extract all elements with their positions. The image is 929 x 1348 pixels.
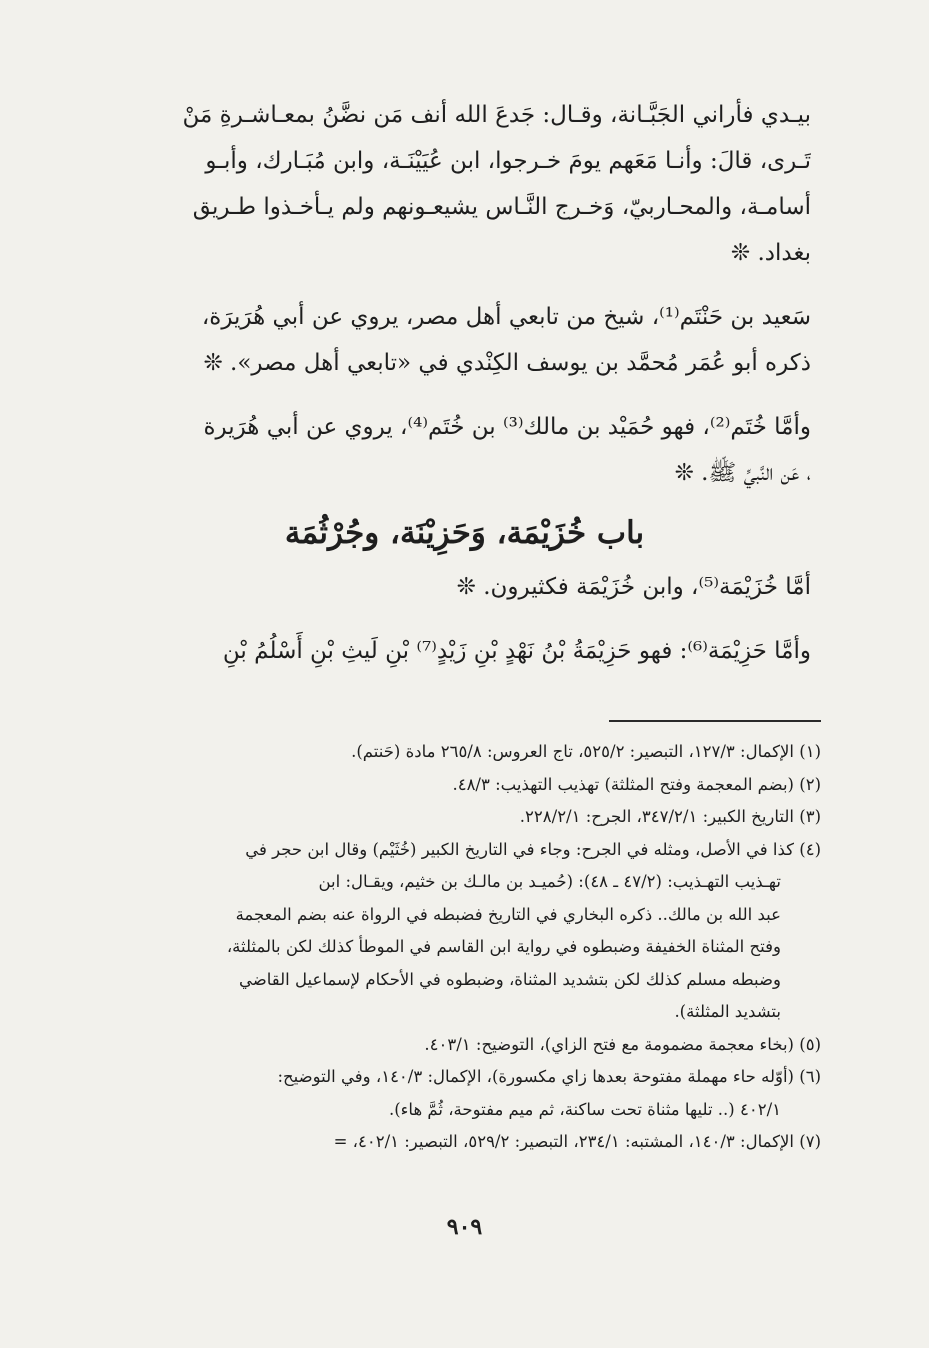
text-line: ذكره أبو عُمَر مُحمَّد بن يوسف الكِنْدي في «تابعي أهل مصر». ❊ — [203, 350, 811, 376]
footnote-line: (٢) (بضم المعجمة وفتح المثلثة) تهذيب التهذيب: ٤٨/٣. — [452, 774, 821, 794]
footnote-line: (١) الإكمال: ١٢٧/٣، التبصير: ٥٢٥/٢، تاج العروس: ٢٦٥/٨ مادة (حَنتم). — [351, 742, 821, 761]
text-line: أمَّا خُزَيْمَة⁽⁵⁾، وابن خُزَيْمَة فكثيرون. ❊ — [456, 574, 811, 600]
footnote-line: (٧) الإكمال: ١٤٠/٣، المشتبه: ٢٣٤/١، التبصير: ٥٢٩/٢، التبصير: ٤٠٢/١، = — [333, 1132, 821, 1151]
page-number: ٩٠٩ — [446, 1214, 483, 1240]
footnote-line: وضبطه مسلم كذلك لكن بتشديد المثناة، وضبطوه في الأحكام لإسماعيل القاضي — [239, 969, 781, 989]
footnote-line: ٤٠٢/١ (.. تليها مثناة تحت ساكنة، ثم ميم مفتوحة، ثُمَّ هاء). — [388, 1099, 781, 1119]
section-heading: باب خُزَيْمَة، وَحَزِيْنَة، وجُرْثُمَة — [284, 515, 645, 551]
footnote-line: بتشديد المثلثة). — [674, 1002, 781, 1021]
text-line: سَعيد بن حَنْتَم⁽¹⁾، شيخ من تابعي أهل مصر، يروي عن أبي هُرَيرَة، — [201, 304, 811, 330]
text-line: وأمَّا خُتَم⁽²⁾، فهو حُمَيْد بن مالك⁽³⁾ بن خُتَم⁽⁴⁾، يروي عن أبي هُرَيرة — [203, 414, 811, 440]
footnote-line: (٥) (بخاء معجمة مضمومة مع فتح الزاي)، التوضيح: ٤٠٣/١. — [424, 1034, 821, 1054]
text-line: ، عَن النَّبيِّ ﷺ. ❊ — [674, 460, 811, 486]
footnote-line: (٣) التاريخ الكبير: ٣٤٧/٢/١، الجرح: ٢٢٨/٢/١. — [519, 807, 821, 826]
footnote-line: عبد الله بن مالك.. ذكره البخاري في التاريخ فضبطه في الرواة عنه بضم المعجمة — [235, 904, 781, 924]
footnote-separator — [609, 720, 821, 722]
paragraph-2 — [118, 294, 811, 386]
footnote-line: (٦) (أوّله حاء مهملة مفتوحة بعدها زاي مكسورة)، الإكمال: ١٤٠/٣، وفي التوضيح: — [277, 1067, 821, 1086]
paragraph-3 — [118, 404, 811, 496]
paragraph-5 — [118, 628, 811, 674]
text-line: بغداد. ❊ — [730, 240, 811, 266]
paragraph-4 — [118, 564, 811, 610]
text-line: أسامـة، والمحـاربيّ، وَخـرج النَّـاس يشيعـونهم ولم يـأخـذوا طـريق — [192, 194, 811, 220]
text-line: تَـرى، قالَ: وأنـا مَعَهم يومَ خـرجوا، ابن عُيَيْنَـة، وابن مُبَـارك، وأبـو — [205, 148, 811, 174]
footnote-line: تهـذيب التهـذيب: (٤٧/٢ ـ ٤٨): (حُميـد بن مالـك بن خثيم، ويقـال: ابن — [318, 872, 781, 891]
text-line: بيـدي فأراني الجَبَّـانة، وقـال: جَدعَ الله أنف مَن نضَّنُ بمعـاشـرةِ مَنْ — [182, 102, 811, 128]
main-text — [118, 92, 811, 674]
footnote-line: وفتح المثناة الخفيفة وضبطوه في رواية ابن القاسم في الموطأ كذلك لكن بالمثلثة، — [226, 937, 781, 956]
footnotes — [118, 736, 821, 1159]
text-line: وأمَّا حَزِيْمَة⁽⁶⁾: فهو حَزِيْمَةُ بْنُ نَهْدٍ بْنِ زَيْدٍ⁽⁷⁾ بْنِ لَيثِ بْنِ أَسْلُمُ بْنِ — [222, 638, 811, 664]
paragraph-1 — [118, 92, 811, 276]
footnote-line: (٤) كذا في الأصل، ومثله في الجرح: وجاء في التاريخ الكبير (خُثَيْم) وقال ابن حجر في — [245, 839, 821, 859]
